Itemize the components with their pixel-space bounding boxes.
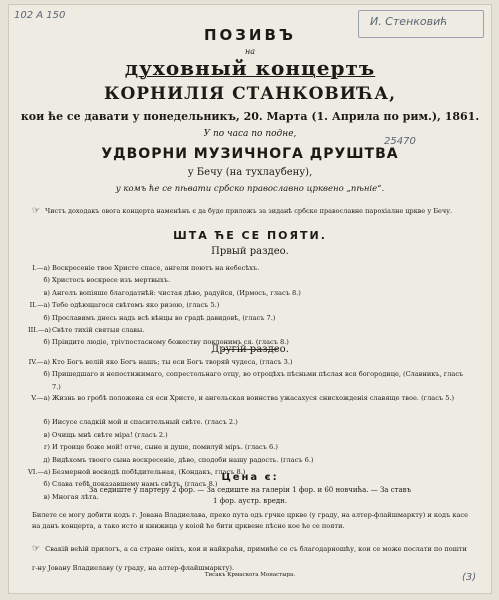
program-item-text: Безмерной воєводѣ побѣдительная, (Кондакъ, гласъ 8.)	[52, 467, 246, 476]
part-one-heading: Првый раздео.	[211, 246, 289, 257]
program-item-text: Пришедшаго и непостижимаго, сопрестольнаго отцу, во отроцѣхъ пѣсньми пѣслая вся богородице, (Славникъ, гласъ 7.)	[52, 370, 464, 391]
program-item	[8, 312, 492, 324]
event-title: духовный концертъ	[124, 56, 376, 80]
program-item-text: Кто Богъ велiй яко Богъ нашъ; ты еси Богъ творяй чудеса, (гласъ 3.)	[52, 358, 293, 366]
corner-mark: (3)	[462, 572, 477, 583]
stamp-number: 25470	[384, 136, 416, 147]
choir-line: у комъ ће се пѣвати србско православно црквено „пѣнiе“.	[115, 184, 385, 194]
archive-number: 102 A 150	[14, 10, 66, 21]
venue-line: у Бечу (на тухлаубену),	[187, 167, 313, 178]
program-item-text: Прославимъ днесь надъ всѣ вѣнцы во градѣ давидовѣ, (гласъ 7.)	[52, 313, 276, 322]
program-item	[8, 429, 492, 441]
program-item-text: Видѣхомъ твоего сына воскресенiе, дѣво, сподоби нашу радость. (гласъ 6.)	[52, 455, 314, 464]
program-item	[8, 274, 492, 286]
proceeds-text: Чистъ доходакъ овога концерта наменѣнъ є да буде приложъ за зиданѣ србске православне парохiалне цркве у Бечу.	[45, 207, 453, 215]
program-item	[8, 287, 492, 299]
society-name: УДВОРНИ МУЗИЧНОГА ДРУШТВА	[101, 146, 399, 162]
program-item-number: в)	[43, 492, 50, 501]
program-item-text: Очищь мнѣ свѣте мiра! (гласъ 2.)	[52, 430, 168, 439]
time-line: У по часа по подне,	[203, 129, 297, 139]
program-item-text: Иисусе сладкiй мой и спасительный свѣте. (гласъ 2.)	[52, 418, 238, 427]
program-item-text: Свѣте тихiй святыя славы.	[52, 325, 145, 334]
program-item-number: V.—а)	[31, 394, 50, 403]
program-item	[8, 392, 492, 416]
pointing-hand-icon: ☞	[32, 206, 41, 216]
program-item-number: IV.—а)	[28, 358, 50, 366]
program-item	[8, 454, 492, 466]
program-item-text: Воскресенiе твое Христе спасе, ангели поютъ на небесѣхъ.	[52, 264, 260, 272]
program-item-number: б)	[43, 313, 50, 322]
program-item-number: б)	[43, 418, 50, 427]
donations-note	[32, 536, 468, 574]
program-item-text: Христосъ воскресе изъ мертвыхъ.	[52, 276, 171, 285]
concert-poster	[8, 4, 492, 594]
program-item-number: г)	[43, 443, 50, 452]
program-item	[8, 416, 492, 428]
date-line: кои ће се давати у понедельникъ, 20. Марта (1. Априла по рим.), 1861.	[20, 110, 480, 123]
program-item-text: Прiидите людiе, трiѵпостасному божеству поклонимъ ся. (гласъ 8.)	[52, 338, 289, 347]
program-item-number: б)	[43, 370, 50, 379]
program-item-number: VI.—а)	[28, 467, 51, 476]
printer-line: Тисакъ Крмаскога Монастыра.	[204, 572, 296, 578]
part-two-heading: Другiй раздео.	[211, 344, 289, 355]
composer-name: КОРНИЛIЯ СТАНКОВИЋА,	[104, 84, 396, 104]
program-item	[8, 368, 492, 392]
part-one-list	[8, 262, 492, 349]
program-heading: ШТА ЋЕ СЕ ПОЯТИ.	[173, 229, 327, 242]
donations-text: Свакій већій прилогъ, а са стране оніхъ, кои и найкраћи, примиће се съ благодарношћу, кои се може послати по пошти г-ну Јовану Владиелаву (у граду, на алтер-флайшмаркту).	[32, 545, 467, 572]
program-item-number: в)	[43, 430, 50, 439]
program-item-text: И троице боже мой! отче, сыне и душе, помилуй мiръ. (гласъ 6.)	[52, 443, 278, 452]
program-item-text: Тебе одѣющагося свѣтомъ яко ризою, (гласъ 5.)	[52, 301, 220, 310]
program-item-number: I.—а)	[32, 264, 50, 272]
preposition-na: на	[244, 47, 256, 56]
program-item-number: б)	[43, 276, 50, 285]
program-item	[8, 356, 492, 368]
program-item-number: б)	[43, 480, 50, 489]
program-item-number: III.—а)	[28, 325, 52, 334]
program-item-number: д)	[43, 455, 50, 464]
pointing-hand-icon: ☞	[32, 544, 41, 554]
price-heading: Цена є:	[221, 472, 279, 483]
price-line-2: 1 фор. аустр. вредн.	[212, 497, 288, 505]
program-item	[8, 262, 492, 274]
program-item-text: Слава тебѣ показавшему намъ свѣтъ, (гласъ 8.)	[52, 480, 218, 489]
program-item	[8, 441, 492, 453]
program-item	[8, 299, 492, 311]
program-item-number: II.—а)	[29, 301, 50, 310]
program-item-number: в)	[43, 288, 50, 297]
program-item-text: Ангелъ вопiяше благодатнѣй: чистая дѣво, радуйся, (Ирмосъ, гласъ 8.)	[52, 288, 301, 297]
program-item	[8, 324, 492, 336]
poster-title: ПОЗИВЪ	[203, 26, 297, 44]
program-item-text: Жизнь во гробѣ положена ся еси Христе, и ангельская воинства ужасахуся снисхожденiя славяще твое. (гласъ 5.)	[52, 394, 455, 403]
program-item-text: Многая лѣта.	[52, 492, 99, 501]
program-item-number: б)	[43, 338, 50, 347]
tickets-text: Билете се могу добити кодъ г. Јована Владиелава, преко пута одъ грчке цркве (у граду, на алтер-флайшмаркту) и кодъ касе на данъ концерта, а тако исто и книжица у коіой ће бити црквене пѣсне кое ће се пояти.	[32, 511, 469, 530]
price-line-1: За седиште у партеру 2 фор. — За седиште на галерiи 1 фор. и 60 новчића. — За ставъ	[88, 486, 412, 494]
proceeds-note	[32, 198, 462, 217]
handwritten-name: И. Стенковић	[370, 15, 448, 28]
